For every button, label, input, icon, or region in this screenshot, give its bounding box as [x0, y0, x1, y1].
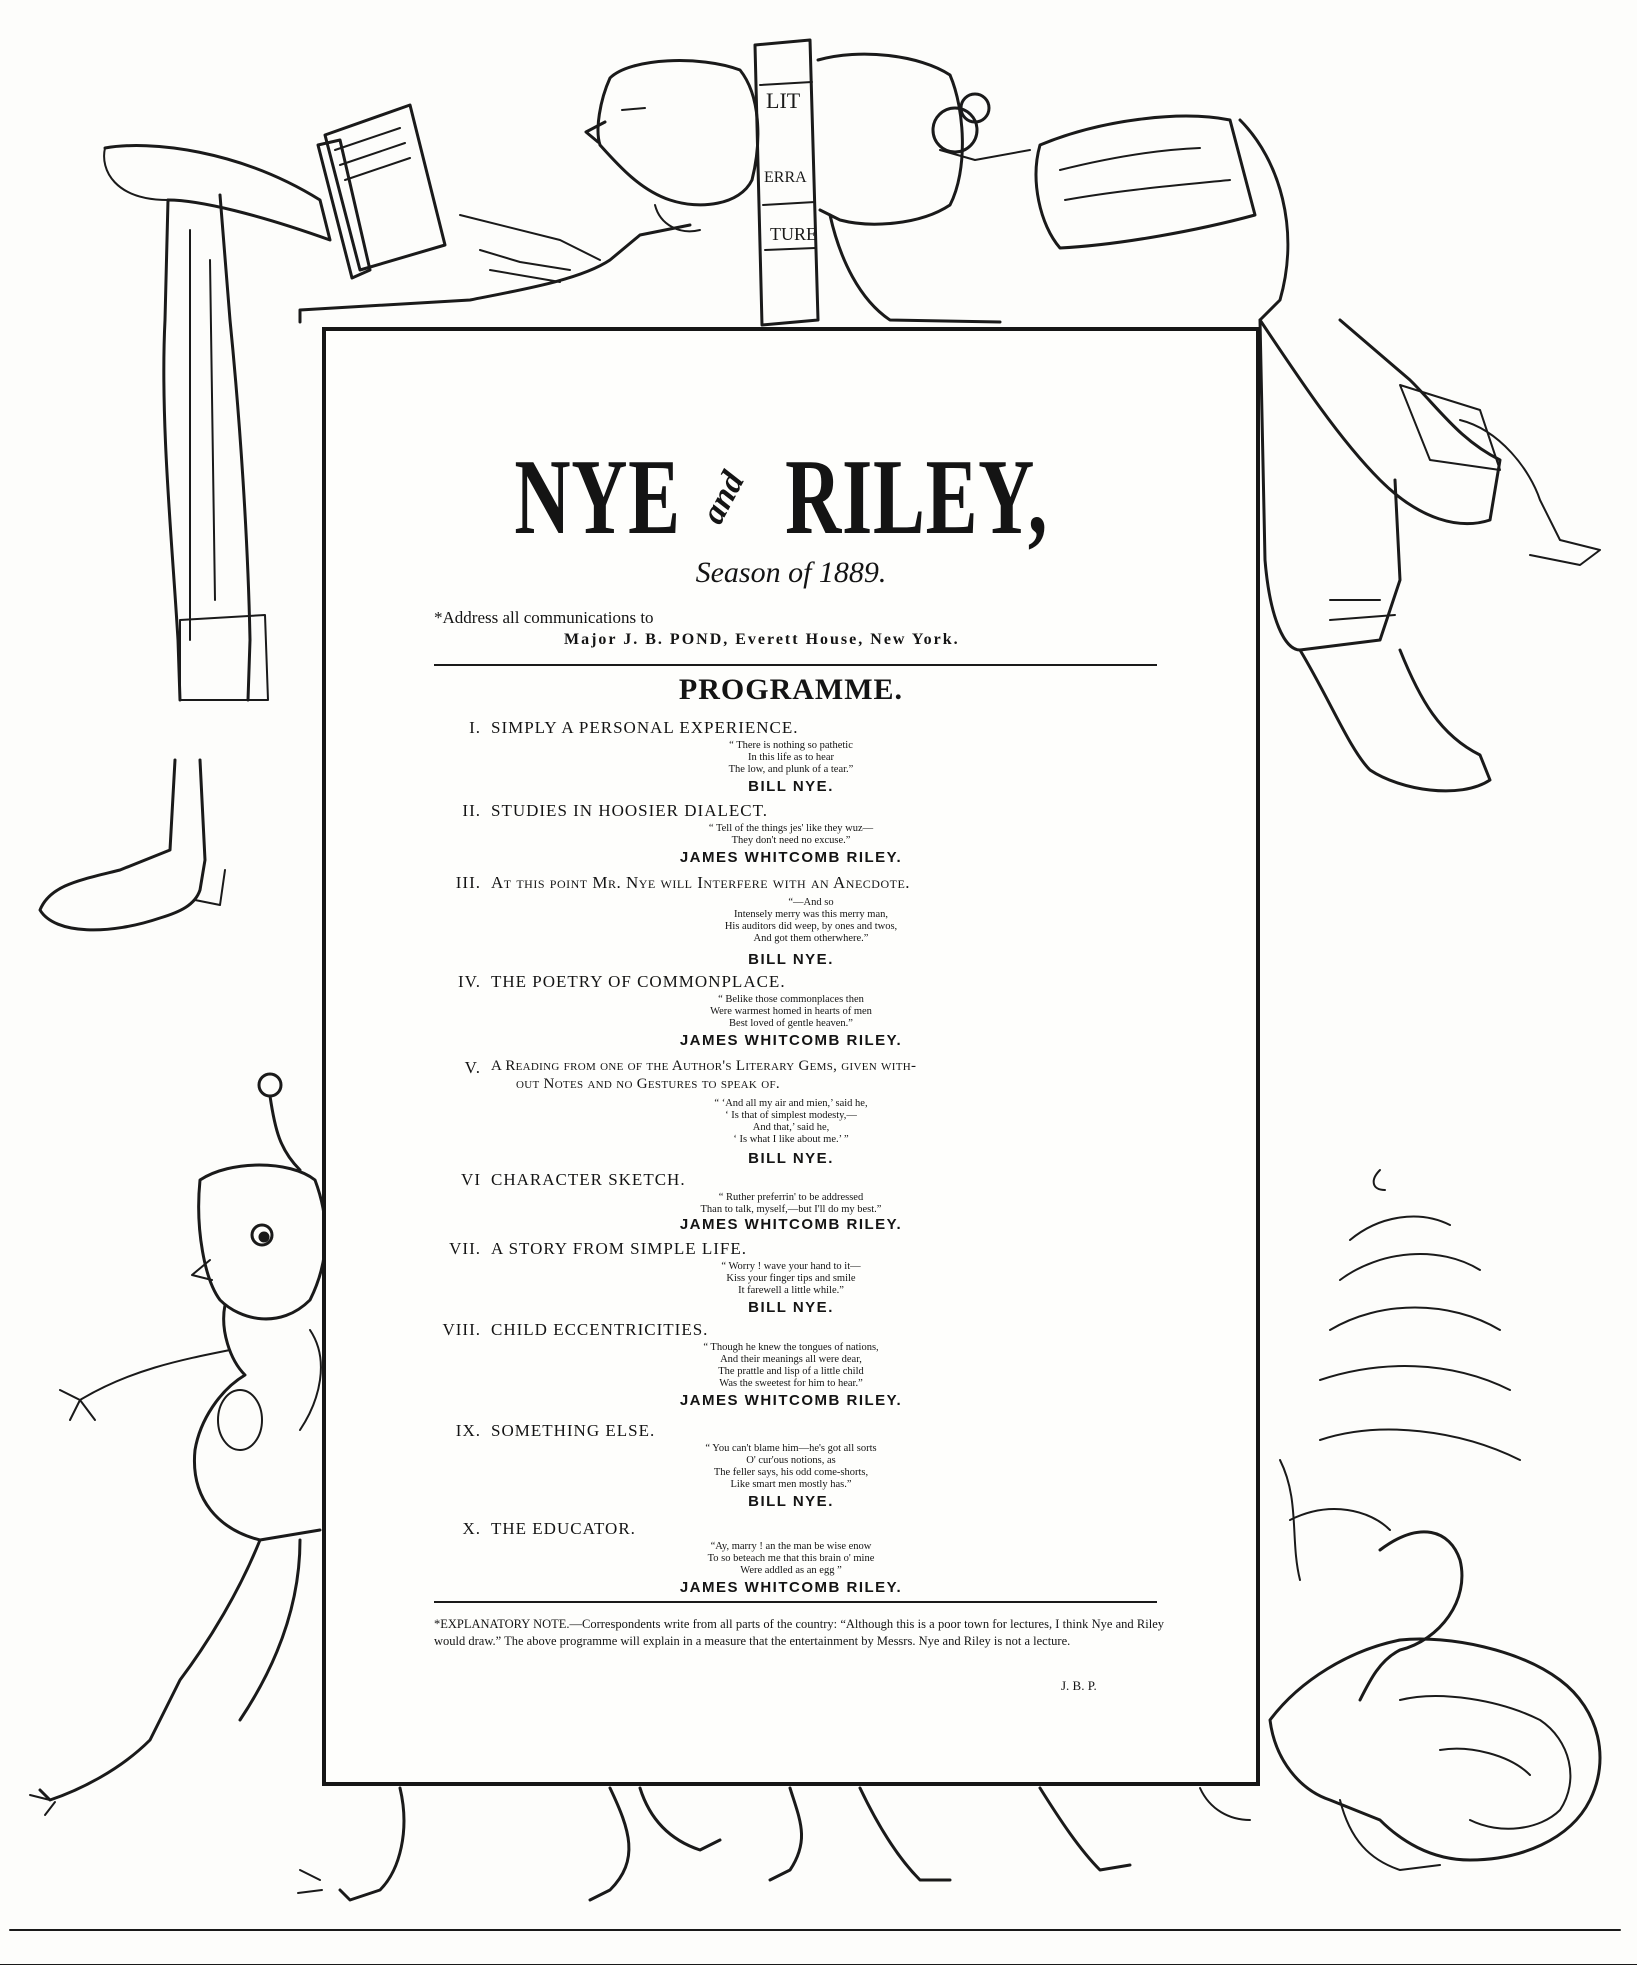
item-author: JAMES WHITCOMB RILEY.: [679, 849, 903, 866]
title-riley: RILEY,: [785, 438, 1049, 557]
imp-figure-illustration: [30, 1074, 326, 1815]
item-author: JAMES WHITCOMB RILEY.: [679, 1392, 903, 1409]
item-title: CHARACTER SKETCH.: [491, 1170, 686, 1189]
item-title: THE EDUCATOR.: [491, 1519, 636, 1538]
item-quote: “ ‘And all my air and mien,’ said he, ‘ Is that of simplest modesty,— And that,’ said he, ‘ Is what I like about me.’ ”: [714, 1098, 868, 1145]
item-author: BILL NYE.: [748, 1299, 834, 1316]
item-author: BILL NYE.: [748, 778, 834, 795]
item-number: II.: [462, 801, 481, 820]
spine-lit-text: LIT: [766, 88, 801, 113]
item-number: VII.: [449, 1239, 481, 1258]
title: [326, 438, 1256, 557]
programme-heading: PROGRAMME.: [678, 673, 904, 706]
item-title: SIMPLY A PERSONAL EXPERIENCE.: [491, 718, 799, 737]
item-quote: “ Though he knew the tongues of nations, And their meanings all were dear, The prattle and lisp of a little child Was the sweetest for him to hear.”: [703, 1342, 879, 1389]
item-number: IV.: [458, 972, 481, 991]
item-number: I.: [469, 718, 481, 737]
item-author: JAMES WHITCOMB RILEY.: [679, 1216, 903, 1233]
item-quote: “—And so Intensely merry was this merry man, His auditors did weep, by ones and twos, And got them otherwhere.”: [724, 897, 898, 944]
item-author: BILL NYE.: [748, 1150, 834, 1167]
item-author: BILL NYE.: [748, 951, 834, 968]
title-and: and: [694, 465, 753, 530]
item-author: BILL NYE.: [748, 1493, 834, 1510]
title-nye: NYE: [514, 438, 682, 557]
feet-under-placard-illustration: [0, 1788, 1637, 1965]
item-quote: “ There is nothing so pathetic In this life as to hear The low, and plunk of a tear.”: [728, 740, 854, 775]
item-number: X.: [462, 1519, 481, 1538]
season-subtitle: Season of 1889.: [695, 556, 887, 589]
literature-book-spine-illustration: [755, 40, 818, 325]
item-number: IX.: [455, 1421, 481, 1440]
explanatory-note: *EXPLANATORY NOTE.—Correspondents write from all parts of the country: “Although this is a poor town for lectures, I think Nye and Riley would draw.” The above programme will explain in a measure that the entertainment by Messrs. Nye and Riley is not a lecture.: [434, 1617, 1164, 1648]
item-quote: “Ay, marry ! an the man be wise enow To so beteach me that this brain o' mine Were addled as an egg ”: [707, 1541, 875, 1576]
address-line-1: *Address all communications to: [434, 608, 654, 627]
item-title: SOMETHING ELSE.: [491, 1421, 656, 1440]
item-author: JAMES WHITCOMB RILEY.: [679, 1579, 903, 1596]
item-author: JAMES WHITCOMB RILEY.: [679, 1032, 903, 1049]
programme-placard: [322, 327, 1260, 1786]
item-quote: “ Belike those commonplaces then Were warmest homed in hearts of men Best loved of gentle heaven.”: [710, 994, 872, 1029]
item-number: VIII.: [442, 1320, 481, 1339]
item-title: THE POETRY OF COMMONPLACE.: [491, 972, 786, 991]
item-title: STUDIES IN HOOSIER DIALECT.: [491, 801, 768, 820]
item-quote: “ You can't blame him—he's got all sorts O' cur'ous notions, as The feller says, his odd come-shorts, Like smart men mostly has.”: [705, 1443, 877, 1490]
divider-bottom: [434, 1601, 1157, 1603]
divider-top: [434, 664, 1157, 666]
item-number: III.: [455, 873, 481, 892]
item-title-continued: out Notes and no Gestures to speak of.: [516, 1076, 780, 1092]
kicking-boot-illustration: [1270, 1170, 1600, 1870]
item-number: V.: [464, 1058, 481, 1077]
item-quote: “ Tell of the things jes' like they wuz— They don't need no excuse.”: [708, 823, 874, 846]
item-title: A STORY FROM SIMPLE LIFE.: [491, 1239, 747, 1258]
spine-erra-text: ERRA: [764, 169, 807, 186]
item-number: VI: [461, 1170, 481, 1189]
item-quote: “ Ruther preferrin' to be addressed Than to talk, myself,—but I'll do my best.”: [700, 1192, 882, 1215]
item-title: CHILD ECCENTRICITIES.: [491, 1320, 709, 1339]
spine-ture-text: TURE: [770, 224, 817, 244]
item-title: A Reading from one of the Author's Literary Gems, given with-: [491, 1058, 917, 1074]
address-line-2: Major J. B. POND, Everett House, New York.: [564, 631, 960, 648]
signature-initials: J. B. P.: [1061, 1678, 1097, 1693]
item-title: At this point Mr. Nye will Interfere with an Anecdote.: [491, 873, 911, 892]
item-quote: “ Worry ! wave your hand to it— Kiss your finger tips and smile It farewell a little while.”: [721, 1261, 861, 1296]
